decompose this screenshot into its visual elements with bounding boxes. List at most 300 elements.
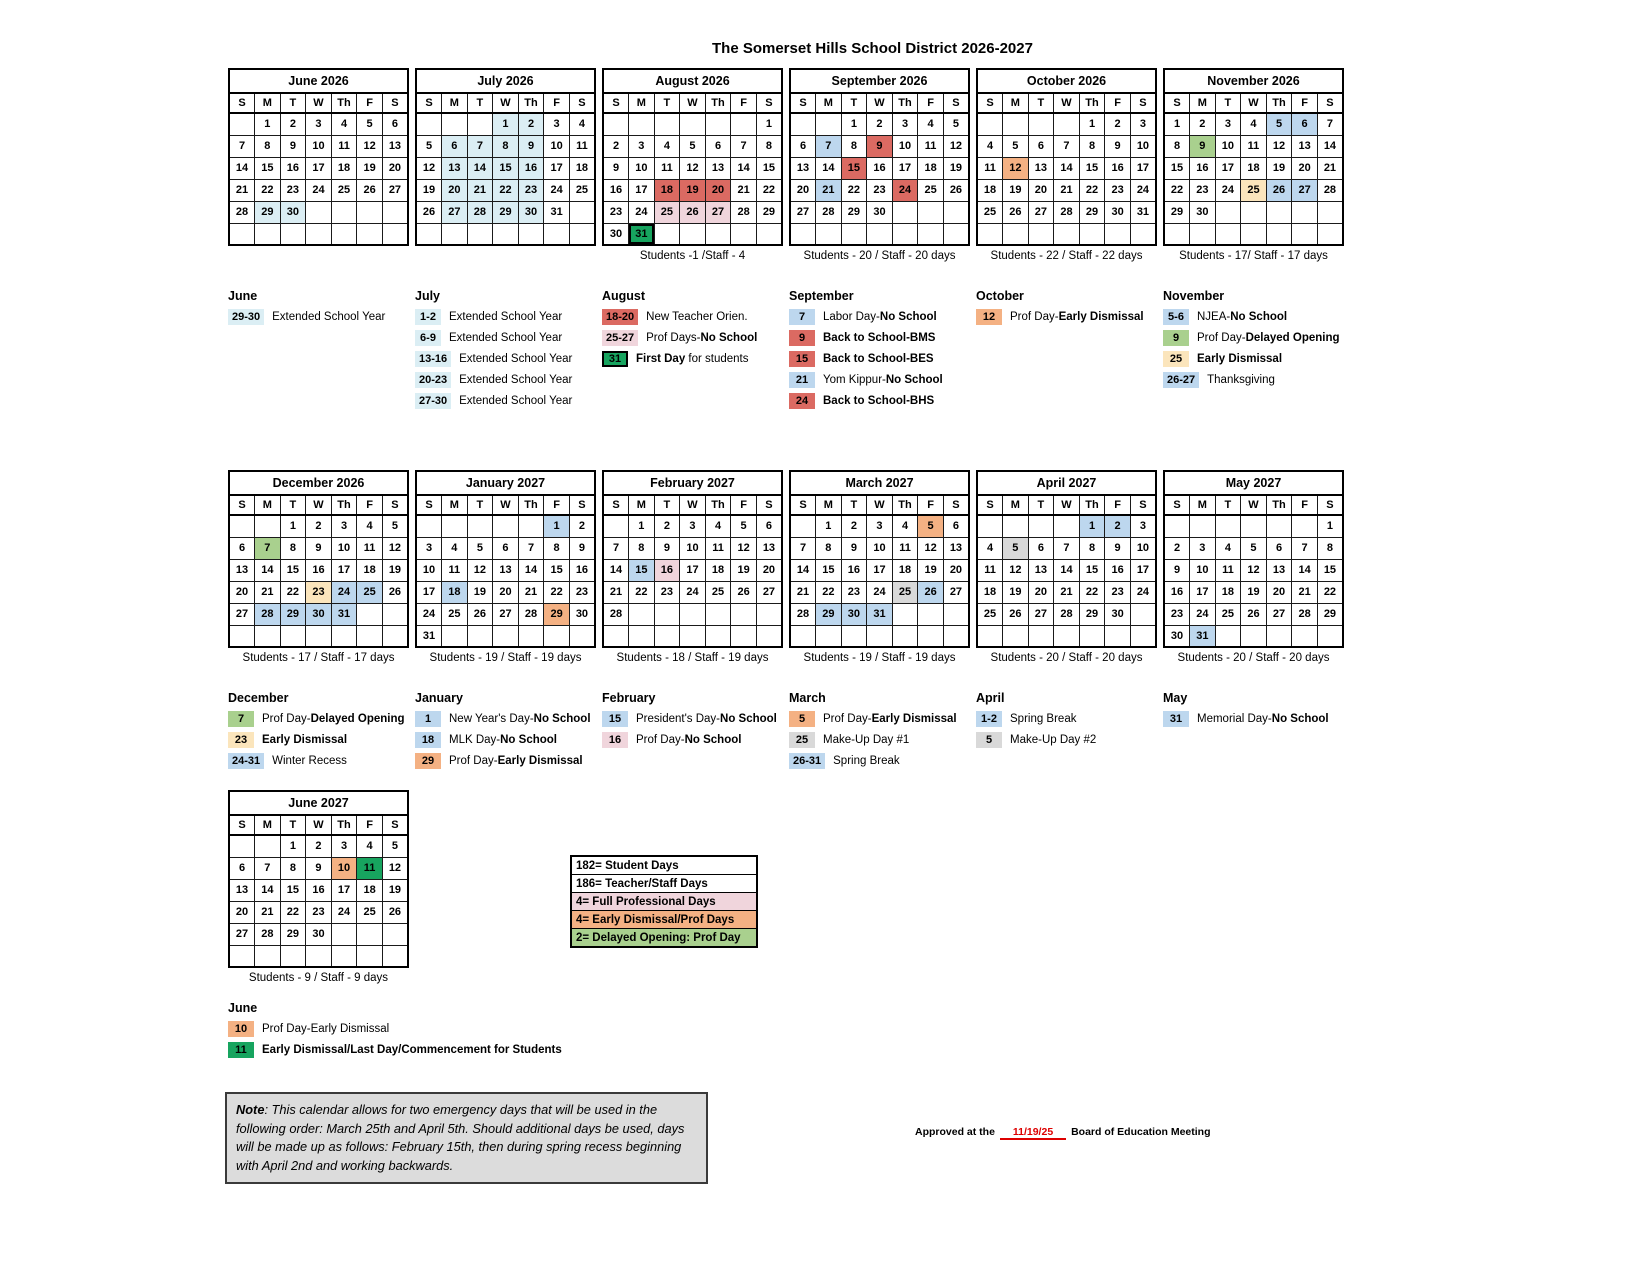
day-cell — [816, 223, 842, 245]
day-header: T — [1028, 495, 1054, 515]
day-cell: 6 — [229, 537, 255, 559]
legend-text: New Year's Day-No School — [449, 713, 591, 725]
calendar-row-2 — [228, 470, 1344, 664]
month-title: June 2026 — [229, 69, 408, 93]
day-cell: 27 — [705, 201, 731, 223]
day-cell: 12 — [1003, 559, 1029, 581]
day-cell: 24 — [892, 179, 918, 201]
day-cell — [1266, 625, 1292, 647]
summary-row: 4= Early Dismissal/Prof Days — [572, 911, 756, 929]
day-cell: 30 — [867, 201, 893, 223]
day-cell: 11 — [892, 537, 918, 559]
legend-text: Early Dismissal — [262, 734, 348, 746]
legend-date-chip: 25-27 — [602, 330, 638, 346]
day-cell: 9 — [1105, 135, 1131, 157]
day-cell — [1079, 625, 1105, 647]
day-cell — [544, 625, 570, 647]
day-cell: 3 — [1130, 515, 1156, 537]
day-cell: 8 — [1079, 537, 1105, 559]
day-cell — [1130, 603, 1156, 625]
day-header: W — [1054, 495, 1080, 515]
day-cell: 27 — [1266, 603, 1292, 625]
calendar-september-2026 — [789, 68, 970, 262]
legend-text: Extended School Year — [449, 332, 563, 344]
month-footer: Students - 17/ Staff - 17 days — [1179, 250, 1328, 262]
day-cell — [892, 603, 918, 625]
day-cell — [977, 223, 1003, 245]
day-cell: 17 — [306, 157, 332, 179]
day-cell: 20 — [1292, 157, 1318, 179]
calendar-july-2026 — [415, 68, 596, 262]
day-cell: 23 — [1105, 581, 1131, 603]
day-cell — [1292, 223, 1318, 245]
legend-text: Spring Break — [1010, 713, 1077, 725]
legend-january — [415, 691, 596, 774]
day-cell: 31 — [629, 223, 655, 245]
day-cell: 30 — [518, 201, 544, 223]
legend-date-chip: 1-2 — [415, 309, 441, 325]
day-cell: 7 — [731, 135, 757, 157]
legend-july — [415, 289, 596, 414]
day-header: T — [280, 495, 306, 515]
legend-text: Memorial Day-No School — [1197, 713, 1329, 725]
legend-entry — [602, 732, 783, 748]
day-cell: 9 — [1190, 135, 1216, 157]
legend-date-chip: 7 — [228, 711, 254, 727]
day-cell: 7 — [518, 537, 544, 559]
day-cell: 14 — [816, 157, 842, 179]
day-cell: 29 — [756, 201, 782, 223]
legend-entry — [789, 330, 970, 346]
day-header: Th — [705, 495, 731, 515]
month-title: December 2026 — [229, 471, 408, 495]
day-header: F — [357, 495, 383, 515]
day-cell: 4 — [442, 537, 468, 559]
day-cell — [255, 945, 281, 967]
day-cell: 19 — [416, 179, 442, 201]
legend-month-label: May — [1163, 691, 1188, 705]
day-header: S — [1130, 93, 1156, 113]
legend-date-chip: 5 — [789, 711, 815, 727]
legend-june — [228, 1001, 648, 1058]
day-cell: 5 — [382, 515, 408, 537]
day-header: M — [816, 495, 842, 515]
day-cell: 26 — [1266, 179, 1292, 201]
day-cell — [1317, 625, 1343, 647]
day-cell — [1003, 515, 1029, 537]
day-cell — [943, 201, 969, 223]
day-cell: 16 — [603, 179, 629, 201]
day-cell — [306, 201, 332, 223]
day-header: S — [569, 93, 595, 113]
day-cell: 29 — [255, 201, 281, 223]
day-cell: 21 — [1317, 157, 1343, 179]
day-cell: 25 — [918, 179, 944, 201]
month-title: September 2026 — [790, 69, 969, 93]
day-cell: 20 — [493, 581, 519, 603]
day-cell: 17 — [867, 559, 893, 581]
day-cell: 15 — [280, 879, 306, 901]
day-cell — [229, 625, 255, 647]
month-footer: Students - 17 / Staff - 17 days — [242, 652, 395, 664]
day-cell: 24 — [1130, 179, 1156, 201]
day-cell — [603, 113, 629, 135]
day-cell: 18 — [918, 157, 944, 179]
day-cell: 8 — [493, 135, 519, 157]
day-cell — [280, 223, 306, 245]
day-cell — [569, 223, 595, 245]
day-cell: 28 — [1317, 179, 1343, 201]
legend-april — [976, 691, 1157, 753]
day-cell: 24 — [306, 179, 332, 201]
day-cell: 6 — [705, 135, 731, 157]
day-header: S — [1164, 495, 1190, 515]
day-cell: 16 — [569, 559, 595, 581]
summary-row: 4= Full Professional Days — [572, 893, 756, 911]
day-cell: 30 — [1105, 201, 1131, 223]
day-cell: 22 — [1079, 581, 1105, 603]
day-cell: 3 — [331, 515, 357, 537]
day-cell — [331, 201, 357, 223]
day-cell: 9 — [306, 857, 332, 879]
day-cell: 12 — [943, 135, 969, 157]
month-title: January 2027 — [416, 471, 595, 495]
day-cell: 23 — [1105, 179, 1131, 201]
day-cell: 18 — [892, 559, 918, 581]
day-cell: 13 — [442, 157, 468, 179]
day-cell: 27 — [790, 201, 816, 223]
day-cell: 18 — [1241, 157, 1267, 179]
legend-entry — [789, 732, 970, 748]
legend-text: Prof Day-Early Dismissal — [262, 1023, 390, 1035]
day-cell — [416, 515, 442, 537]
day-cell: 6 — [1028, 135, 1054, 157]
month-title: February 2027 — [603, 471, 782, 495]
day-header: S — [1317, 495, 1343, 515]
day-cell — [493, 515, 519, 537]
calendar-april-2027 — [976, 470, 1157, 664]
legend-entry — [228, 732, 409, 748]
day-cell — [705, 625, 731, 647]
day-cell: 3 — [867, 515, 893, 537]
day-cell: 8 — [544, 537, 570, 559]
day-cell: 29 — [816, 603, 842, 625]
day-cell: 9 — [841, 537, 867, 559]
day-cell: 5 — [382, 835, 408, 857]
day-cell: 10 — [331, 537, 357, 559]
day-cell — [357, 223, 383, 245]
day-cell: 20 — [442, 179, 468, 201]
day-cell: 10 — [1130, 135, 1156, 157]
month-table — [976, 68, 1157, 246]
day-cell: 17 — [1215, 157, 1241, 179]
day-cell: 18 — [1215, 581, 1241, 603]
day-cell: 26 — [680, 201, 706, 223]
day-cell — [280, 625, 306, 647]
month-table — [228, 470, 409, 648]
day-cell — [518, 625, 544, 647]
day-cell: 8 — [280, 537, 306, 559]
day-header: T — [654, 495, 680, 515]
day-cell: 21 — [229, 179, 255, 201]
day-header: T — [467, 93, 493, 113]
day-cell: 14 — [1292, 559, 1318, 581]
day-cell: 26 — [1003, 201, 1029, 223]
month-table — [415, 68, 596, 246]
day-cell — [467, 515, 493, 537]
day-cell: 31 — [1130, 201, 1156, 223]
day-header: S — [382, 93, 408, 113]
day-header: F — [1292, 93, 1318, 113]
legend-date-chip: 25 — [789, 732, 815, 748]
day-cell — [1215, 201, 1241, 223]
month-table — [789, 68, 970, 246]
day-cell: 20 — [1028, 581, 1054, 603]
day-cell: 12 — [918, 537, 944, 559]
day-header: W — [867, 495, 893, 515]
calendar-december-2026 — [228, 470, 409, 664]
legend-month-label: December — [228, 691, 289, 705]
note-text: : This calendar allows for two emergency days that will be used in the following order: March 25th and April 5th. Should additional days be used, days will be made up as follows: February 15th, then during spring recess beginning with April 2nd and working backwards. — [236, 1102, 685, 1173]
day-cell: 15 — [1164, 157, 1190, 179]
day-cell — [705, 113, 731, 135]
day-cell: 21 — [603, 581, 629, 603]
day-cell: 22 — [544, 581, 570, 603]
day-cell: 27 — [382, 179, 408, 201]
day-cell: 19 — [918, 559, 944, 581]
day-cell: 13 — [1028, 559, 1054, 581]
day-cell: 29 — [1079, 603, 1105, 625]
day-cell — [629, 625, 655, 647]
day-cell: 18 — [357, 879, 383, 901]
day-cell: 25 — [977, 603, 1003, 625]
day-cell — [357, 603, 383, 625]
day-cell: 28 — [790, 603, 816, 625]
day-cell: 11 — [442, 559, 468, 581]
day-cell: 4 — [705, 515, 731, 537]
day-cell — [705, 603, 731, 625]
day-cell: 7 — [467, 135, 493, 157]
legend-date-chip: 16 — [602, 732, 628, 748]
day-cell — [331, 923, 357, 945]
day-cell: 4 — [569, 113, 595, 135]
day-cell: 23 — [280, 179, 306, 201]
day-cell: 28 — [1292, 603, 1318, 625]
day-cell: 4 — [1241, 113, 1267, 135]
day-cell: 28 — [229, 201, 255, 223]
day-cell: 15 — [280, 559, 306, 581]
legend-entry — [976, 309, 1157, 325]
day-cell: 17 — [1190, 581, 1216, 603]
day-cell: 4 — [357, 835, 383, 857]
day-cell: 24 — [544, 179, 570, 201]
day-header: M — [255, 495, 281, 515]
day-cell: 24 — [1215, 179, 1241, 201]
day-header: S — [756, 495, 782, 515]
day-cell: 10 — [629, 157, 655, 179]
day-cell — [1054, 625, 1080, 647]
day-cell: 20 — [705, 179, 731, 201]
day-cell: 13 — [493, 559, 519, 581]
day-header: S — [569, 495, 595, 515]
day-cell: 1 — [255, 113, 281, 135]
legend-text: Prof Day-Delayed Opening — [1197, 332, 1340, 344]
legend-text: Prof Days-No School — [646, 332, 758, 344]
day-cell: 13 — [382, 135, 408, 157]
legend-text: Extended School Year — [449, 311, 563, 323]
day-cell: 26 — [382, 581, 408, 603]
day-cell: 25 — [977, 201, 1003, 223]
legend-month-label: July — [415, 289, 441, 303]
day-header: S — [756, 93, 782, 113]
day-cell — [790, 223, 816, 245]
day-header: W — [680, 93, 706, 113]
legend-december — [228, 691, 409, 774]
day-header: Th — [518, 495, 544, 515]
day-cell: 5 — [943, 113, 969, 135]
day-cell: 26 — [918, 581, 944, 603]
legend-month-label: October — [976, 289, 1024, 303]
legend-date-chip: 23 — [228, 732, 254, 748]
day-cell: 12 — [467, 559, 493, 581]
day-cell — [1266, 223, 1292, 245]
day-cell: 8 — [816, 537, 842, 559]
day-cell: 10 — [1215, 135, 1241, 157]
day-cell — [603, 515, 629, 537]
day-cell: 1 — [756, 113, 782, 135]
day-header: F — [544, 93, 570, 113]
day-header: W — [306, 93, 332, 113]
day-cell: 17 — [331, 559, 357, 581]
day-cell: 4 — [654, 135, 680, 157]
day-header: M — [442, 495, 468, 515]
legend-month-label: January — [415, 691, 463, 705]
day-cell — [518, 223, 544, 245]
day-cell — [229, 835, 255, 857]
day-cell: 30 — [569, 603, 595, 625]
day-header: F — [731, 495, 757, 515]
day-header: T — [280, 93, 306, 113]
day-cell: 3 — [331, 835, 357, 857]
day-cell: 1 — [544, 515, 570, 537]
calendar-row-3 — [228, 790, 409, 984]
day-header: S — [416, 93, 442, 113]
day-header: F — [544, 495, 570, 515]
legend-entry — [415, 309, 596, 325]
day-cell: 2 — [306, 835, 332, 857]
day-cell — [1215, 515, 1241, 537]
day-cell: 13 — [229, 559, 255, 581]
calendar-january-2027 — [415, 470, 596, 664]
day-cell: 10 — [306, 135, 332, 157]
day-cell: 15 — [841, 157, 867, 179]
day-cell — [382, 945, 408, 967]
day-cell: 6 — [493, 537, 519, 559]
legend-entry — [789, 351, 970, 367]
day-cell: 25 — [892, 581, 918, 603]
legend-entry — [228, 1021, 648, 1037]
day-cell: 13 — [790, 157, 816, 179]
day-header: M — [816, 93, 842, 113]
day-cell — [357, 625, 383, 647]
day-cell — [892, 201, 918, 223]
day-cell: 8 — [841, 135, 867, 157]
month-title: March 2027 — [790, 471, 969, 495]
day-cell: 30 — [1190, 201, 1216, 223]
day-header: W — [1241, 495, 1267, 515]
day-cell — [918, 625, 944, 647]
day-cell: 3 — [1190, 537, 1216, 559]
day-cell: 14 — [731, 157, 757, 179]
day-header: M — [442, 93, 468, 113]
legend-text: New Teacher Orien. — [646, 311, 748, 323]
day-cell — [229, 223, 255, 245]
day-cell — [467, 625, 493, 647]
day-cell: 21 — [255, 581, 281, 603]
day-cell — [756, 625, 782, 647]
day-cell: 10 — [867, 537, 893, 559]
day-cell — [357, 201, 383, 223]
day-cell: 28 — [467, 201, 493, 223]
legend-entry — [602, 351, 783, 367]
day-cell: 28 — [255, 603, 281, 625]
day-cell: 3 — [680, 515, 706, 537]
legend-text: Make-Up Day #1 — [823, 734, 910, 746]
calendar-june-2027 — [228, 790, 409, 984]
day-cell: 25 — [569, 179, 595, 201]
legend-september — [789, 289, 970, 414]
day-cell: 4 — [331, 113, 357, 135]
day-cell — [816, 113, 842, 135]
day-cell: 6 — [1266, 537, 1292, 559]
legend-entry — [1163, 711, 1344, 727]
day-cell: 26 — [943, 179, 969, 201]
day-cell — [731, 113, 757, 135]
day-header: M — [255, 815, 281, 835]
approval-prefix: Approved at the — [915, 1126, 995, 1138]
day-cell: 3 — [306, 113, 332, 135]
day-cell — [892, 223, 918, 245]
day-cell — [977, 515, 1003, 537]
day-cell — [442, 625, 468, 647]
day-cell — [680, 603, 706, 625]
day-cell — [756, 603, 782, 625]
day-cell: 10 — [1190, 559, 1216, 581]
day-header: S — [416, 495, 442, 515]
day-cell: 4 — [1215, 537, 1241, 559]
day-header: F — [1292, 495, 1318, 515]
day-header: Th — [1079, 93, 1105, 113]
summary-table — [570, 855, 758, 948]
legend-text: Prof Day-No School — [636, 734, 742, 746]
day-cell: 11 — [977, 559, 1003, 581]
day-cell: 15 — [1079, 559, 1105, 581]
calendar-october-2026 — [976, 68, 1157, 262]
day-cell: 13 — [943, 537, 969, 559]
day-cell: 22 — [1164, 179, 1190, 201]
day-cell: 15 — [544, 559, 570, 581]
legend-text: President's Day-No School — [636, 713, 777, 725]
day-cell — [382, 223, 408, 245]
day-header: Th — [1266, 93, 1292, 113]
day-cell: 10 — [1130, 537, 1156, 559]
day-cell — [1028, 515, 1054, 537]
day-cell — [331, 945, 357, 967]
day-header: W — [493, 495, 519, 515]
day-cell: 26 — [1241, 603, 1267, 625]
day-cell: 13 — [705, 157, 731, 179]
legend-october — [976, 289, 1157, 330]
